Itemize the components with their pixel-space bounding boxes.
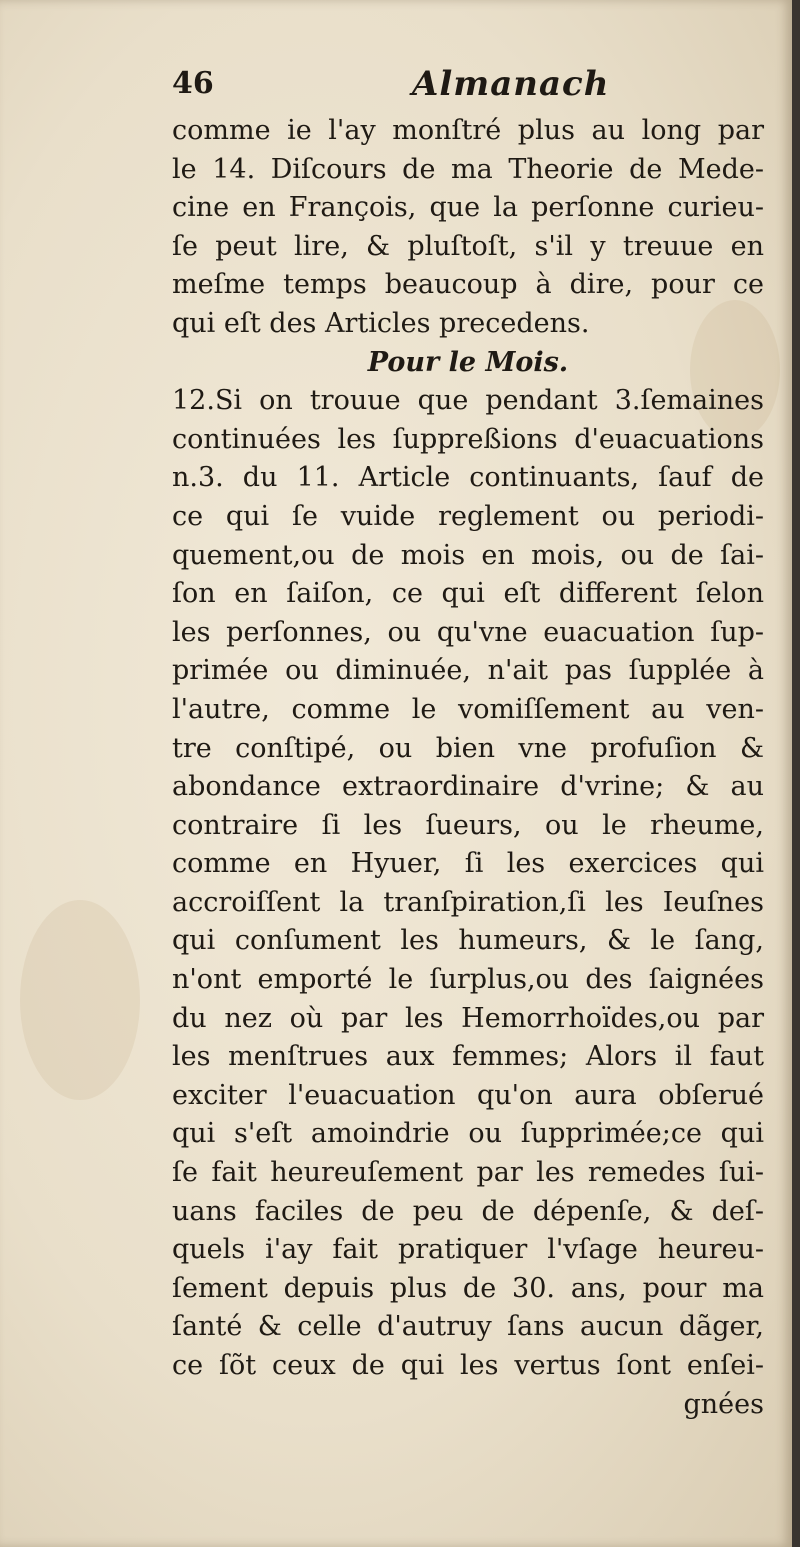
section-heading: Pour le Mois.	[367, 346, 569, 378]
page-number: 46	[172, 66, 214, 101]
text-line: contraire ſi les ſueurs, ou le rheume,	[172, 809, 764, 841]
text-line: tre conſtipé, ou bien vne profuſion &	[172, 732, 764, 764]
text-line: comme en Hyuer, ſi les exercices qui	[172, 848, 764, 880]
text-line: abondance extraordinaire d'vrine; & au	[172, 771, 764, 803]
text-line: ce ſõt ceux de qui les vertus ſont enſei-	[172, 1350, 764, 1381]
page-text	[172, 64, 764, 1424]
text-line: du nez où par les Hemorrhoïdes,ou par	[172, 1002, 764, 1034]
text-line: les perſonnes, ou qu'vne euacuation ſup-	[172, 616, 764, 648]
text-line: l'autre, comme le vomiſſement au ven-	[172, 693, 764, 725]
text-line: qui eſt des Articles precedens.	[172, 307, 590, 339]
text-line: n.3. du 11. Article continuants, ſauf de	[172, 462, 764, 494]
text-line: n'ont emporté le ſurplus,ou des ſaignées	[172, 964, 764, 996]
text-line: meſme temps beaucoup à dire, pour ce	[172, 269, 764, 301]
text-line: ſon en ſaiſon, ce qui eſt different ſelon	[172, 578, 764, 610]
text-line: continuées les ſuppreßions d'euacuations	[172, 423, 764, 455]
text-line: ce qui ſe vuide reglement ou periodi-	[172, 500, 764, 532]
text-line: uans faciles de peu de dépenſe, & deſ-	[172, 1195, 764, 1227]
text-line: quels i'ay fait pratiquer l'vſage heureu-	[172, 1234, 764, 1266]
text-line: quement,ou de mois en mois, ou de ſai-	[172, 539, 764, 571]
text-line: les menſtrues aux femmes; Alors il faut	[172, 1041, 764, 1073]
text-line: ſanté & celle d'autruy ſans aucun dãger,	[172, 1311, 764, 1343]
running-title: Almanach	[412, 64, 610, 104]
text-line: qui conſument les humeurs, & le ſang,	[172, 925, 764, 957]
text-line: primée ou diminuée, n'ait pas ſupplée à	[172, 655, 764, 687]
text-line: comme ie l'ay monſtré plus au long par	[172, 115, 764, 146]
paper-stain	[20, 900, 140, 1100]
text-line: qui s'eſt amoindrie ou ſupprimée;ce qui	[172, 1118, 764, 1150]
text-line: ſe peut lire, & pluſtoſt, s'il y treuue en	[172, 230, 764, 262]
text-line: cine en François, que la perſonne curieu-	[172, 192, 764, 224]
catchword: gnées	[683, 1388, 764, 1420]
text-line: 12.Si on trouue que pendant 3.ſemaines	[172, 385, 764, 417]
text-line: exciter l'euacuation qu'on aura obſerué	[172, 1079, 764, 1111]
text-line: ſe fait heureuſement par les remedes ſui-	[172, 1157, 764, 1189]
page-header	[172, 64, 764, 112]
text-line: le 14. Diſcours de ma Theorie de Mede-	[172, 153, 764, 185]
text-line: accroiſſent la tranſpiration,ſi les Ieuſnes	[172, 886, 764, 918]
text-line: ſement depuis plus de 30. ans, pour ma	[172, 1272, 764, 1304]
